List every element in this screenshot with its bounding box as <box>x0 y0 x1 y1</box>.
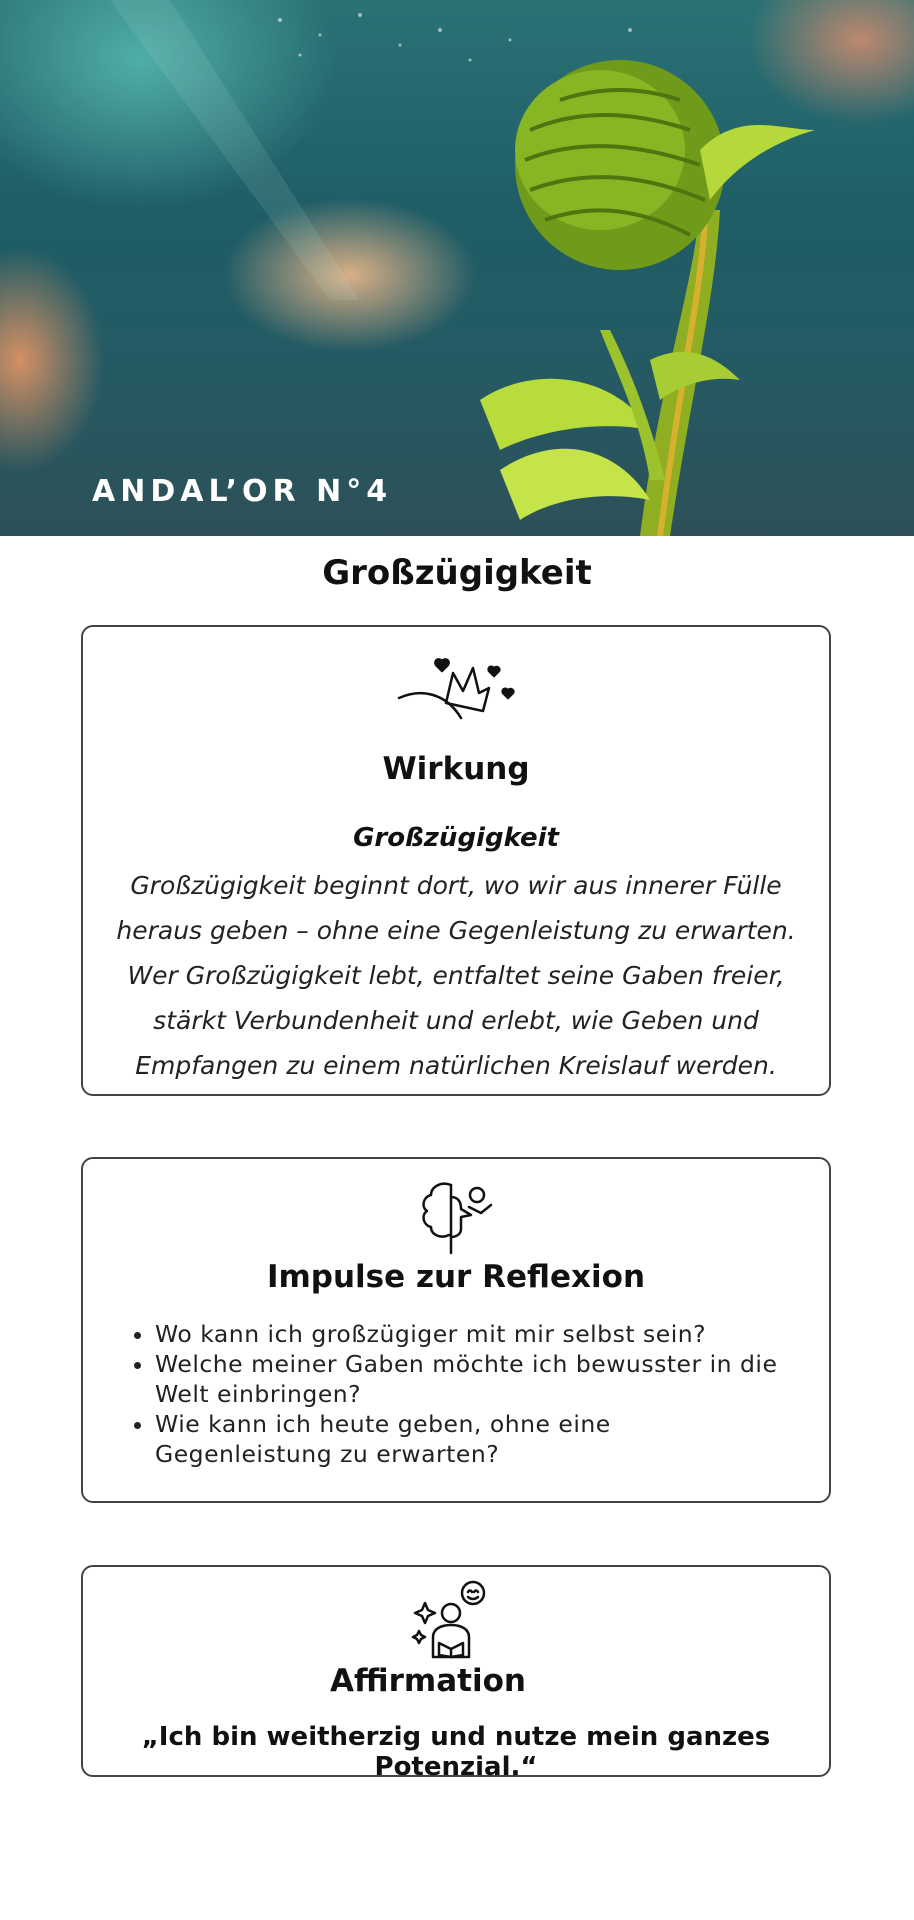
hero-label: ANDAL’OR N°4 <box>92 474 393 509</box>
crown-hearts-icon <box>83 643 829 727</box>
reflexion-card <box>81 1157 831 1503</box>
list-item: • Wie kann ich heute geben, ohne eine Gegenleistung zu erwarten? <box>155 1409 789 1469</box>
person-book-icon <box>83 1579 829 1663</box>
wirkung-heading: Wirkung <box>382 751 530 787</box>
page-title: Großzügigkeit <box>322 553 592 593</box>
list-item: • Welche meiner Gaben möchte ich bewusster in die Welt einbringen? <box>155 1349 789 1409</box>
wirkung-card <box>81 625 831 1096</box>
fern-illustration <box>0 0 914 536</box>
wirkung-text: Großzügigkeit beginnt dort, wo wir aus innerer Fülle heraus geben – ohne eine Gegenleistung zu erwarten. Wer Großzügigkeit lebt, entfaltet seine Gaben freier, stärkt Verbundenheit und erlebt, wie Geben und Empfangen zu einem natürlichen Kreislauf werden. <box>116 871 796 1080</box>
head-brain-icon <box>83 1177 829 1261</box>
reflexion-heading: Impulse zur Reflexion <box>266 1259 646 1295</box>
reflexion-list <box>115 1319 789 1469</box>
affirmation-card <box>81 1565 831 1782</box>
affirmation-heading: Affirmation <box>330 1663 526 1699</box>
list-item: • Wo kann ich großzügiger mit mir selbst sein? <box>155 1319 789 1349</box>
affirmation-text: „Ich bin weitherzig und nutze mein ganzes Potenzial.“ <box>141 1722 771 1782</box>
hero-image <box>0 0 914 536</box>
wirkung-subheading: Großzügigkeit <box>353 823 559 853</box>
